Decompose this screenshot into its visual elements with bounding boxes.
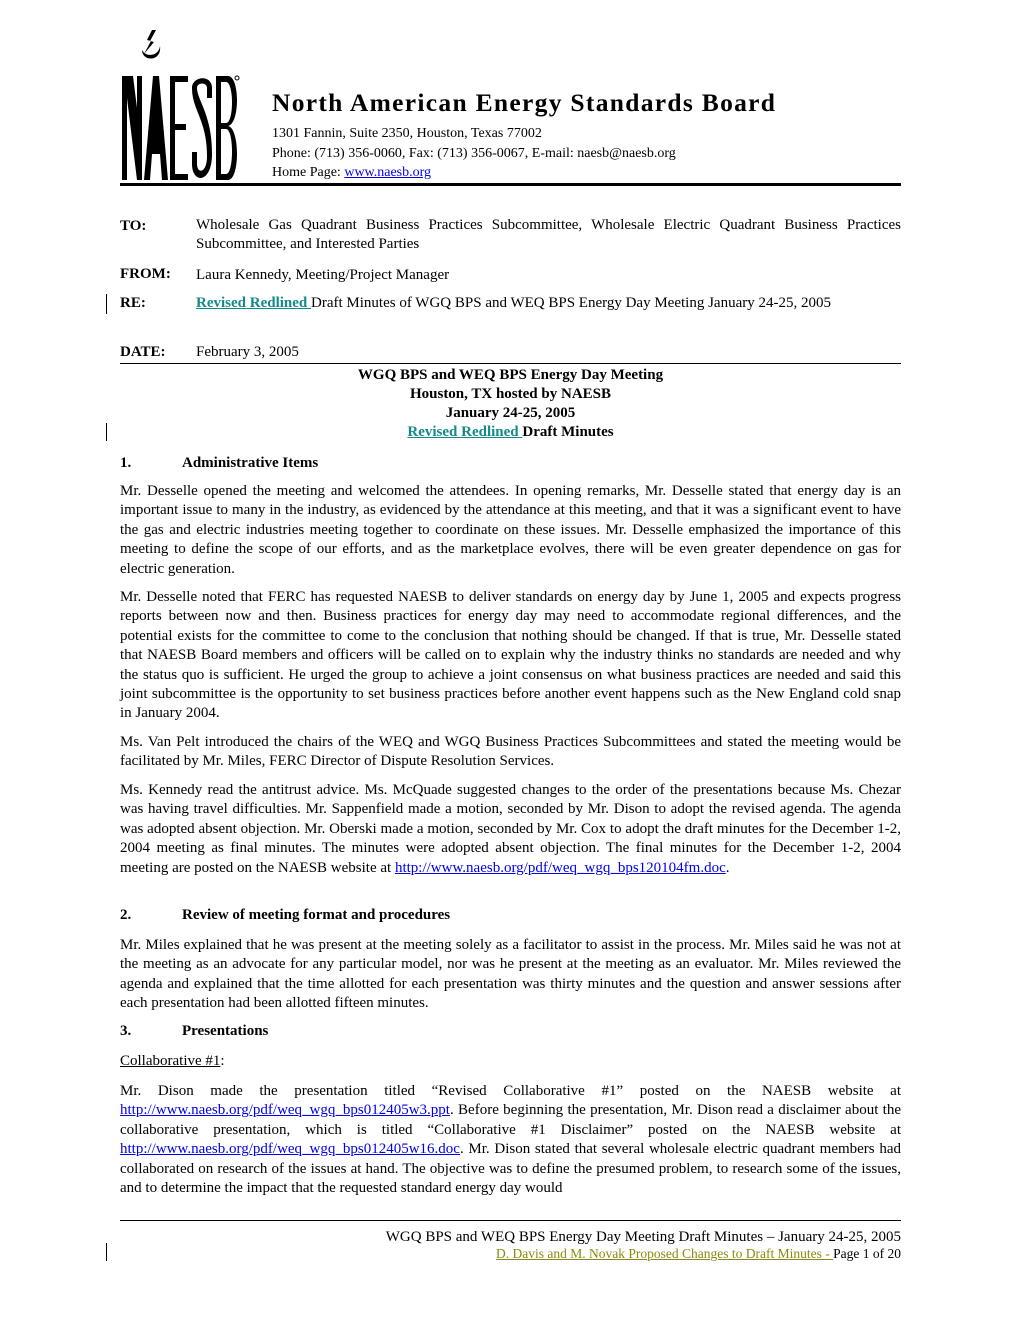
org-contact: Phone: (713) 356-0060, Fax: (713) 356-0067, E-mail: naesb@naesb.org [272,146,676,161]
org-name: North American Energy Standards Board [272,88,777,117]
paragraph-text: Mr. Dison made the presentation titled “Revised Collaborative #1” posted on the NAESB website at [120,1083,901,1099]
subheading-colon: : [220,1053,225,1069]
minutes-title [120,424,901,441]
paragraph: Ms. Van Pelt introduced the chairs of the WEQ and WGQ Business Practices Subcommittees and stated the meeting would be facilitated by Mr. Miles, FERC Director of Dispute Resolution Services. [120,734,901,770]
paragraph-text: . Before beginning the presentation, Mr. Dison read a disclaimer about the collaborative presentation, which is titled “Collaborative #1 Disclaimer” posted on the NAESB website at [120,1102,901,1138]
from-value: Laura Kennedy, Meeting/Project Manager [196,267,450,283]
paragraph [120,781,901,878]
minutes-label: Draft Minutes [522,424,614,440]
homepage-link[interactable]: www.naesb.org [344,165,432,180]
to-value: Wholesale Gas Quadrant Business Practices Subcommittee, Wholesale Electric Quadrant Business Practices Subcommittee, and Interested Parties [196,217,901,253]
header-divider [120,363,901,364]
org-homepage [272,164,431,181]
date-label: DATE: [120,344,166,360]
meeting-location: Houston, TX hosted by NAESB [409,386,612,402]
from-label: FROM: [120,266,171,282]
section-heading [120,1023,268,1040]
re-inserted-text: Revised Redlined [196,295,312,311]
section-title: Administrative Items [182,455,319,471]
paragraph-text: . Mr. Dison stated that several wholesale electric quadrant members had collaborated on research of the issues at hand. The objective was to define the presumed problem, to research some of the issues, and to determine the impact that the requested standard energy day would [120,1141,901,1197]
to-label: TO: [120,218,147,234]
paragraph [120,1082,901,1198]
section-heading [120,455,318,472]
naesb-wordmark [122,76,239,180]
naesb-logo [120,28,242,182]
org-address: 1301 Fannin, Suite 2350, Houston, Texas 77002 [272,126,542,141]
paragraph: Mr. Desselle opened the meeting and welcomed the attendees. In opening remarks, Mr. Desselle stated that energy day is an important issue to many in the industry, as evidenced by the attendance at this meeting, and that it was a significant event to have the gas and electric industries meeting together to coordinate on these issues. Mr. Desselle emphasized the importance of this meeting to define the scope of our efforts, and as the marketplace evolves, there will be even greater dependence on gas for electric generation. [120,483,901,577]
re-text: Draft Minutes of WGQ BPS and WEQ BPS Energy Day Meeting January 24-25, 2005 [311,295,831,311]
disclaimer-link[interactable]: http://www.naesb.org/pdf/weq_wgq_bps012405w16.doc [120,1141,460,1158]
meeting-dates: January 24-25, 2005 [445,405,576,421]
meeting-title: WGQ BPS and WEQ BPS Energy Day Meeting [357,367,664,383]
footer-rule [120,1220,901,1221]
section-heading [120,907,450,924]
paragraph: Mr. Desselle noted that FERC has requested NAESB to deliver standards on energy day by June 1, 2005 and expects progress reports between now and then. Business practices for energy day may need to accommodate regional differences, and the potential exists for the committee to come to the conclusion that nothing should be changed. If that is true, Mr. Desselle stated that NAESB Board members and officers will be called on to explain why the industry thinks no standards are needed and why the status quo is sufficient. He urged the group to achieve a joint consensus on what business practices are needed and said this joint subcommittee is the opportunity to set business practices before another event happens such as the New England cold snap in January 2004. [120,589,901,722]
section-number: 2. [120,907,132,923]
footer-page [496,1246,901,1262]
paragraph: Mr. Miles explained that he was present at the meeting solely as a facilitator to assist in the process. Mr. Miles said he was not at the meeting as an advocate for any particular model, nor was he present at the meeting as an evaluator. Mr. Miles reviewed the agenda and explained that the time allotted for each presentation was thirty minutes and the question and answer sessions after each presentation had been allotted fifteen minutes. [120,937,901,1012]
section-number: 3. [120,1023,132,1039]
minutes-link[interactable]: http://www.naesb.org/pdf/weq_wgq_bps120104fm.doc [394,859,726,876]
minutes-inserted-text: Revised Redlined [407,424,523,440]
paragraph-text: Ms. Kennedy read the antitrust advice. Ms. McQuade suggested changes to the order of the presentations because Ms. Chezar was having travel difficulties. Mr. Sappenfield made a motion, seconded by Mr. Dison to adopt the revised agenda. The agenda was adopted absent objection. Mr. Oberski made a motion, seconded by Mr. Cox to adopt the draft minutes for the December 1-2, 2004 meeting as final minutes. The minutes were adopted absent objection. The final minutes for the December 1-2, 2004 meeting are posted on the NAESB website at [120,782,901,876]
section-title: Review of meeting format and procedures [182,907,451,923]
change-bar [106,1243,107,1261]
presentation-link[interactable]: http://www.naesb.org/pdf/weq_wgq_bps012405w3.ppt [120,1102,450,1119]
re-label: RE: [120,295,146,311]
letterhead-rule [120,183,901,186]
section-title: Presentations [182,1023,269,1039]
footer-title: WGQ BPS and WEQ BPS Energy Day Meeting Draft Minutes – January 24-25, 2005 [385,1229,901,1245]
section-number: 1. [120,455,132,471]
homepage-label: Home Page: [272,165,345,180]
footer-inserted-text: D. Davis and M. Novak Proposed Changes to Draft Minutes - [496,1246,834,1261]
page-number: Page 1 of 20 [833,1246,901,1261]
change-bar [106,294,107,314]
flame-icon [142,30,160,59]
change-bar [106,423,107,441]
subheading [120,1052,901,1071]
subheading-text: Collaborative #1 [120,1053,221,1069]
paragraph-end: . [725,859,730,876]
re-value [196,294,901,313]
date-value: February 3, 2005 [196,344,299,360]
